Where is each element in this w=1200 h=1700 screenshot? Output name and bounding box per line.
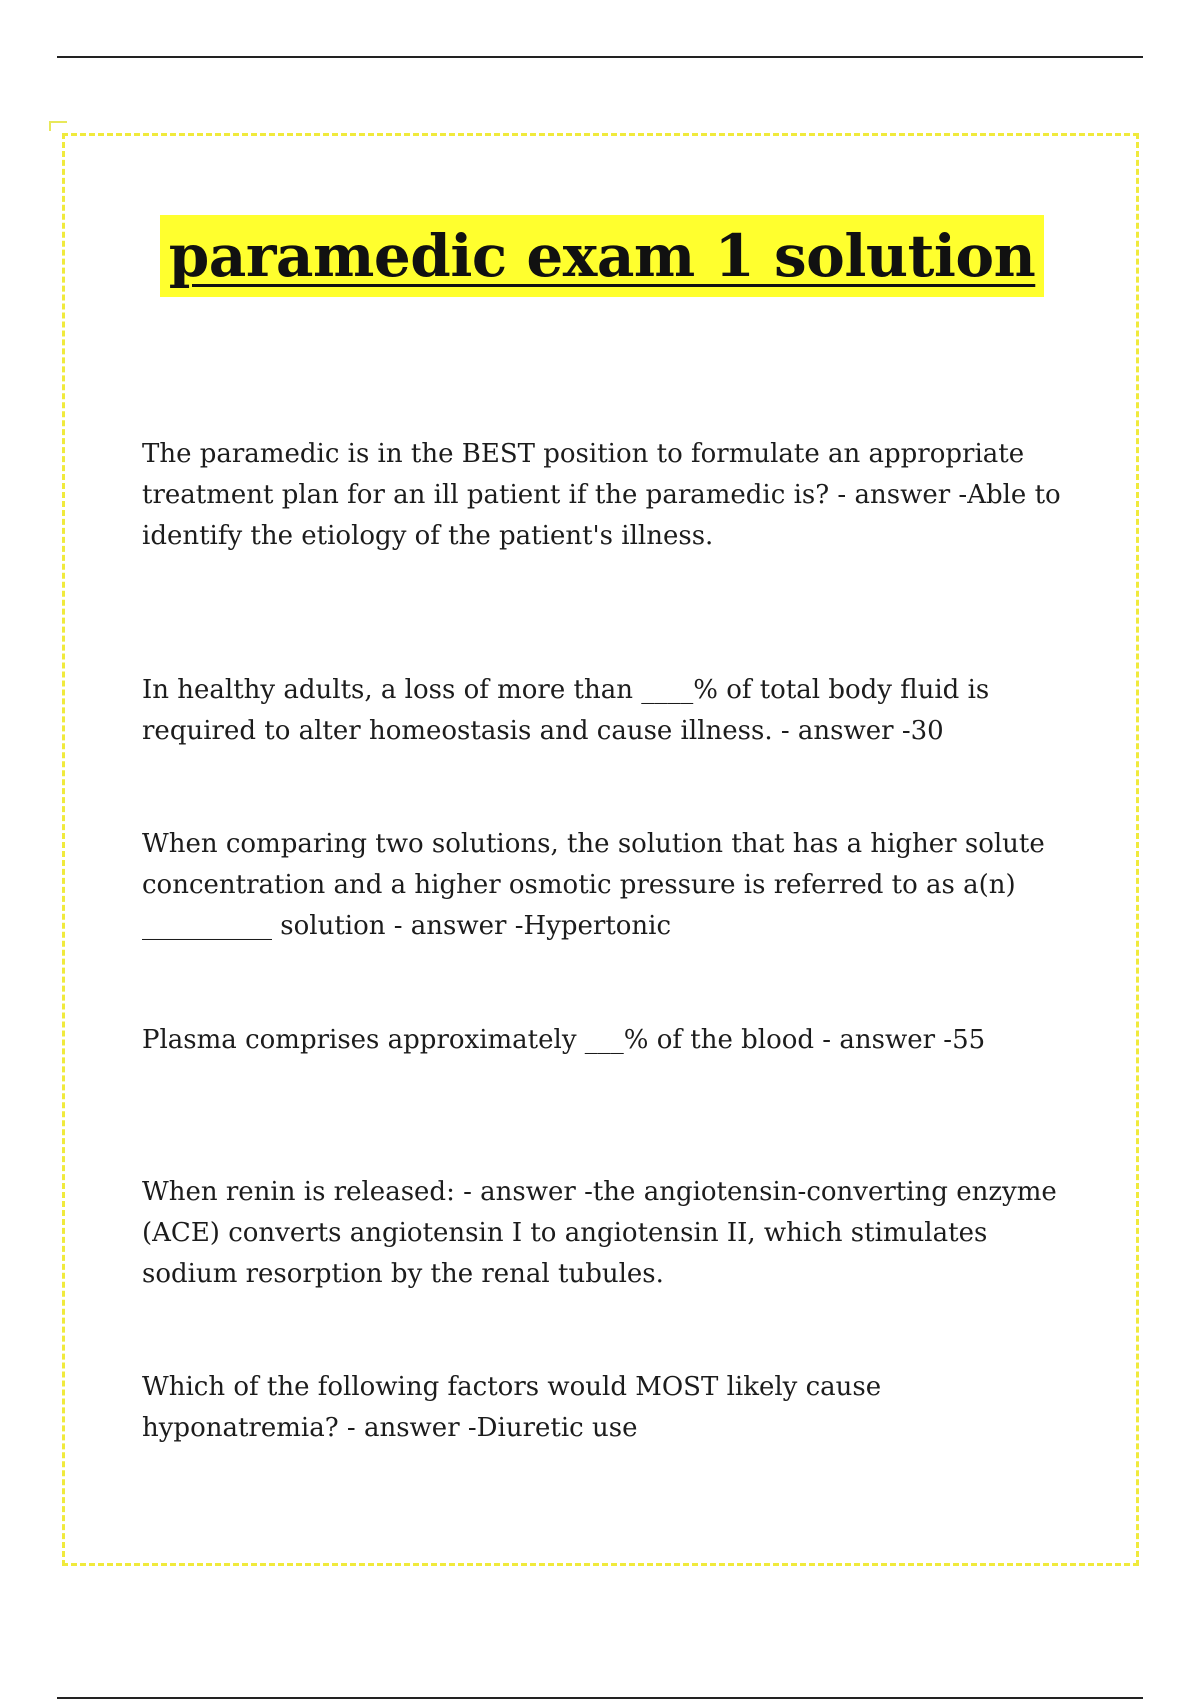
footer-rule [57, 1697, 1143, 1699]
qa-item-1: The paramedic is in the BEST position to formulate an appropriate treatment plan for an ill patient if the paramedic is? - answer -Able to identify the etiology of the patient's illness. [142, 439, 1061, 551]
qa-item-5: When renin is released: - answer -the angiotensin-converting enzyme (ACE) converts angiotensin I to angiotensin II, which stimulates sodium resorption by the renal tubules. [142, 1177, 1057, 1289]
qa-item-6: Which of the following factors would MOST likely cause hyponatremia? - answer -Diuretic use [142, 1372, 882, 1443]
title-highlight [160, 215, 1044, 297]
qa-item-4: Plasma comprises approximately ___% of the blood - answer -55 [142, 1025, 986, 1055]
header-rule [57, 56, 1143, 58]
qa-item-3: When comparing two solutions, the solution that has a higher solute concentration and a higher osmotic pressure is referred to as a(n) __________ solution - answer -Hypertonic [142, 829, 1045, 941]
corner-mark [49, 121, 67, 131]
qa-item-2: In healthy adults, a loss of more than ____% of total body fluid is required to alter homeostasis and cause illness. - answer -30 [142, 675, 990, 746]
page-title: paramedic exam 1 solution [168, 222, 1036, 290]
